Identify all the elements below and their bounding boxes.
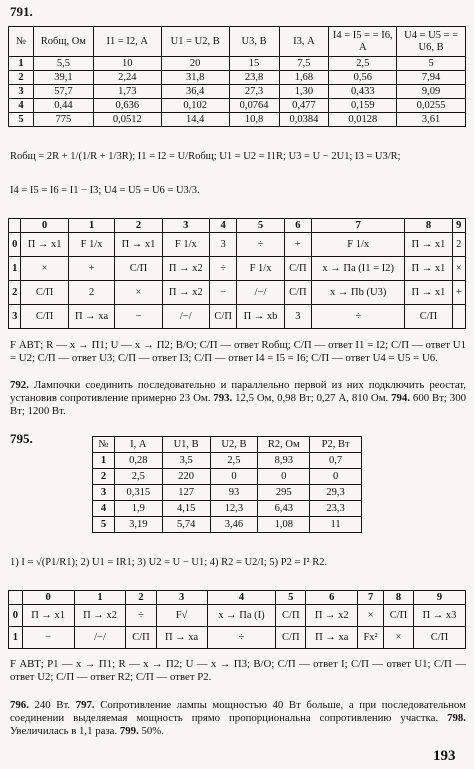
table-cell: 0,159 [329,99,397,113]
table-cell: 39,1 [33,71,93,85]
program-2-instructions: F АВТ; P1 — x → П1; R — x → П2; U — x → П3; В/О; С/П — ответ I; С/П — ответ U1; С/П — ответ U2; С/П — ответ R2; С/П — ответ P2. [10,658,466,684]
table-cell: П → x2 [162,281,209,305]
table-cell: 6,43 [258,501,310,517]
table-cell: 31,8 [161,71,229,85]
formula-791-line1: Rобщ = 2R + 1/(1/R + 1/3R); I1 = I2 = U/Rобщ; U1 = U2 = I1R; U3 = U − 2U1; I3 = U3/R; [10,151,401,162]
row-label: 3 [9,85,34,99]
table-cell: П → xb [237,305,284,329]
col-header: 1 [74,591,126,605]
col-header: U4 = U5 = = U6, В [397,27,466,57]
col-header: I4 = I5 = = I6, А [329,27,397,57]
table-cell: 127 [162,485,210,501]
col-header: 4 [207,591,276,605]
table-cell: С/П [276,605,306,627]
col-header: № [93,437,115,453]
col-header: № [9,27,34,57]
table-cell: 2 [452,233,465,257]
table-cell: 3 [209,233,236,257]
col-header: 9 [414,591,466,605]
table-cell: 220 [162,469,210,485]
table-cell: × [452,257,465,281]
table-cell: ÷ [126,605,156,627]
col-header: R2, Ом [258,437,310,453]
table-cell: П → x1 [405,233,452,257]
table-cell: 2,5 [210,453,258,469]
table-cell: 0,315 [114,485,162,501]
table-cell: П → x1 [21,233,68,257]
table-row [9,605,466,627]
table-cell: 3,5 [162,453,210,469]
table-cell: 11 [310,517,362,533]
table-cell: 0 [310,469,362,485]
table-cell: 1,30 [279,85,329,99]
answer-797: Сопротивление лампы мощностью 40 Вт больше, а при последовательном соединении выделяемая мощность прямо пропорциональна сопротивлению участка. [10,699,467,725]
table-row [9,257,466,281]
table-cell: F 1/x [237,257,284,281]
table-cell: ÷ [312,305,405,329]
formula-795: 1) I = √(P1/R1); 2) U1 = IR1; 3) U2 = U − U1; 4) R2 = U2/I; 5) P2 = I² R2. [10,557,328,568]
table-cell: 9,09 [397,85,466,99]
col-header: U3, В [229,27,279,57]
table-cell: П → x1 [405,281,452,305]
table-cell: x → Па (I) [207,605,276,627]
table-cell: 2,5 [114,469,162,485]
col-header: 1 [68,219,115,233]
table-cell: С/П [405,305,452,329]
row-label: 1 [9,257,21,281]
col-header: 4 [209,219,236,233]
table-row [9,57,466,71]
table-cell: П → x2 [74,605,126,627]
answer-792: Лампочки соединить последовательно и параллельно первой из них подключить реостат, установив сопротивление примерно 23 Ом. [10,379,466,405]
col-header: U1 = U2, В [161,27,229,57]
table-cell: П → x3 [414,605,466,627]
col-header: 3 [156,591,207,605]
answers-792-794 [10,379,466,419]
table-cell: С/П [21,305,68,329]
table-row [9,99,466,113]
row-label: 5 [9,113,34,127]
table-cell: П → x2 [306,605,358,627]
row-label: 2 [9,71,34,85]
table-cell: 23,3 [310,501,362,517]
formula-791-line2: I4 = I5 = I6 = I1 − I3; U4 = U5 = U6 = U3/3. [10,185,200,196]
table-cell: 0,28 [114,453,162,469]
table-cell: 0,7 [310,453,362,469]
table-cell: × [383,627,413,649]
row-label: 4 [9,99,34,113]
answer-798: Увеличилась в 1,1 раза. [10,725,118,738]
col-header: Rобщ, Ом [33,27,93,57]
table-header-row [93,437,362,453]
col-header: U1, В [162,437,210,453]
table-cell: − [115,305,162,329]
col-header [9,591,23,605]
table-cell: С/П [115,257,162,281]
table-cell: С/П [126,627,156,649]
row-label: 2 [93,469,115,485]
table-cell: 0,102 [161,99,229,113]
table-cell: П → x2 [162,257,209,281]
col-header: 5 [276,591,306,605]
row-label: 5 [93,517,115,533]
col-header: P2, Вт [310,437,362,453]
table-cell: 0 [210,469,258,485]
table-row [93,469,362,485]
col-header: U2, В [210,437,258,453]
problem-number-793: 793. [213,392,233,405]
row-label: 1 [9,627,23,649]
table-cell: 0,477 [279,99,329,113]
table-cell: 23,8 [229,71,279,85]
table-row [93,501,362,517]
table-cell: 29,3 [310,485,362,501]
table-row [9,113,466,127]
problem-number-795: 795. [10,431,33,446]
program-1-instructions: F АВТ; R — x → П1; U — x → П2; В/О; С/П — ответ Rобщ; С/П — ответ I1 = I2; С/П — ответ U1 = U2; С/П — ответ U3; С/П — ответ I3; С/П — ответ I4 = I5 = I6; С/П — ответ U4 = U5 = U6. [10,339,466,365]
table-cell: 0,0128 [329,113,397,127]
col-header: 6 [284,219,311,233]
table-cell: 4,15 [162,501,210,517]
table-cell: 1,08 [258,517,310,533]
table-cell: 14,4 [161,113,229,127]
table-cell: /−/ [237,281,284,305]
table-cell: С/П [383,605,413,627]
table-cell: 0,0255 [397,99,466,113]
table-cell: 2 [68,281,115,305]
answers-796-799 [10,699,466,739]
table-cell: 27,3 [229,85,279,99]
col-header: 8 [405,219,452,233]
col-header: 9 [452,219,465,233]
col-header: I3, А [279,27,329,57]
table-cell: С/П [21,281,68,305]
table-row [93,453,362,469]
table-cell: 0,0512 [93,113,161,127]
row-label: 1 [9,57,34,71]
program-table-1 [8,218,466,329]
table-cell [452,305,465,329]
table-cell: F 1/x [162,233,209,257]
table-cell: 8,93 [258,453,310,469]
table-cell: 10,8 [229,113,279,127]
table-cell: 12,3 [210,501,258,517]
table-cell: П → x1 [405,257,452,281]
col-header: 8 [383,591,413,605]
table-cell: ÷ [209,257,236,281]
table-cell: − [209,281,236,305]
col-header: 6 [306,591,358,605]
table-cell: 57,7 [33,85,93,99]
row-label: 2 [9,281,21,305]
table-cell: 2,5 [329,57,397,71]
table-row [9,281,466,305]
table-cell: 3,19 [114,517,162,533]
table-cell: 5,74 [162,517,210,533]
table-cell: 1,68 [279,71,329,85]
table-cell: ÷ [207,627,276,649]
table-cell: 0,56 [329,71,397,85]
table-cell: 2,24 [93,71,161,85]
table-cell: С/П [209,305,236,329]
table-cell: /−/ [74,627,126,649]
table-row [9,71,466,85]
problem-number-796: 796. [10,699,29,711]
table-cell: 7,5 [279,57,329,71]
table-cell: + [68,257,115,281]
col-header: 3 [162,219,209,233]
table-cell: С/П [276,627,306,649]
col-header: I, А [114,437,162,453]
table-795 [92,436,362,533]
table-cell: 0,0764 [229,99,279,113]
table-cell: П → x1 [115,233,162,257]
table-row [93,517,362,533]
table-cell: + [284,233,311,257]
table-791 [8,26,466,127]
col-header: 7 [312,219,405,233]
table-cell: П → xa [68,305,115,329]
problem-number-792: 792. [10,379,29,391]
table-cell: 295 [258,485,310,501]
table-cell: П → xa [306,627,358,649]
page-number: 193 [433,748,456,764]
table-header-row [9,219,466,233]
col-header: 7 [358,591,384,605]
problem-number-799: 799. [119,725,139,738]
table-cell: С/П [414,627,466,649]
table-cell: 5 [397,57,466,71]
table-cell: /−/ [162,305,209,329]
row-label: 3 [93,485,115,501]
table-cell: 93 [210,485,258,501]
problem-number-791: 791. [10,4,33,19]
table-row [9,85,466,99]
table-cell: 0,44 [33,99,93,113]
row-label: 0 [9,605,23,627]
table-cell: С/П [284,257,311,281]
table-row [9,305,466,329]
table-cell: 0,433 [329,85,397,99]
table-cell: × [358,605,384,627]
col-header [9,219,21,233]
table-cell: 7,94 [397,71,466,85]
table-cell: С/П [284,281,311,305]
table-cell: 1,9 [114,501,162,517]
table-cell: ÷ [237,233,284,257]
answer-799: 50%. [141,725,164,738]
table-cell: П → x1 [22,605,74,627]
table-cell: 15 [229,57,279,71]
table-cell: − [22,627,74,649]
problem-number-797: 797. [75,699,95,711]
table-header-row [9,591,466,605]
row-label: 4 [93,501,115,517]
col-header: 2 [126,591,156,605]
table-cell: 36,4 [161,85,229,99]
table-cell: × [21,257,68,281]
problem-number-794: 794. [391,392,411,405]
table-cell: F 1/x [312,233,405,257]
table-cell: x → Пb (U3) [312,281,405,305]
answer-794: 600 Вт; 300 Вт; 1200 Вт. [10,392,466,418]
table-cell: 3 [284,305,311,329]
table-cell: 0,0384 [279,113,329,127]
table-cell: 1,73 [93,85,161,99]
table-cell: 20 [161,57,229,71]
row-label: 0 [9,233,21,257]
table-cell: F√ [156,605,207,627]
table-row [93,485,362,501]
row-label: 3 [9,305,21,329]
table-cell: 0 [258,469,310,485]
table-cell: 10 [93,57,161,71]
program-table-2 [8,590,466,649]
col-header: 0 [21,219,68,233]
answer-793: 12,5 Ом, 0,98 Вт; 0,27 А, 810 Ом. [235,392,389,405]
answer-796: 240 Вт. [34,699,71,711]
table-cell: F 1/x [68,233,115,257]
table-cell: 775 [33,113,93,127]
table-row [9,627,466,649]
col-header: 0 [22,591,74,605]
problem-number-798: 798. [447,712,466,725]
col-header: 5 [237,219,284,233]
col-header: I1 = I2, А [93,27,161,57]
row-label: 1 [93,453,115,469]
table-cell: 3,61 [397,113,466,127]
table-cell: 3,46 [210,517,258,533]
table-row [9,233,466,257]
table-cell: × [115,281,162,305]
table-cell: Fx² [358,627,384,649]
col-header: 2 [115,219,162,233]
table-cell: 0,636 [93,99,161,113]
table-cell: x → Па (I1 = I2) [312,257,405,281]
table-cell: 5,5 [33,57,93,71]
table-cell: П → xa [156,627,207,649]
table-cell: + [452,281,465,305]
